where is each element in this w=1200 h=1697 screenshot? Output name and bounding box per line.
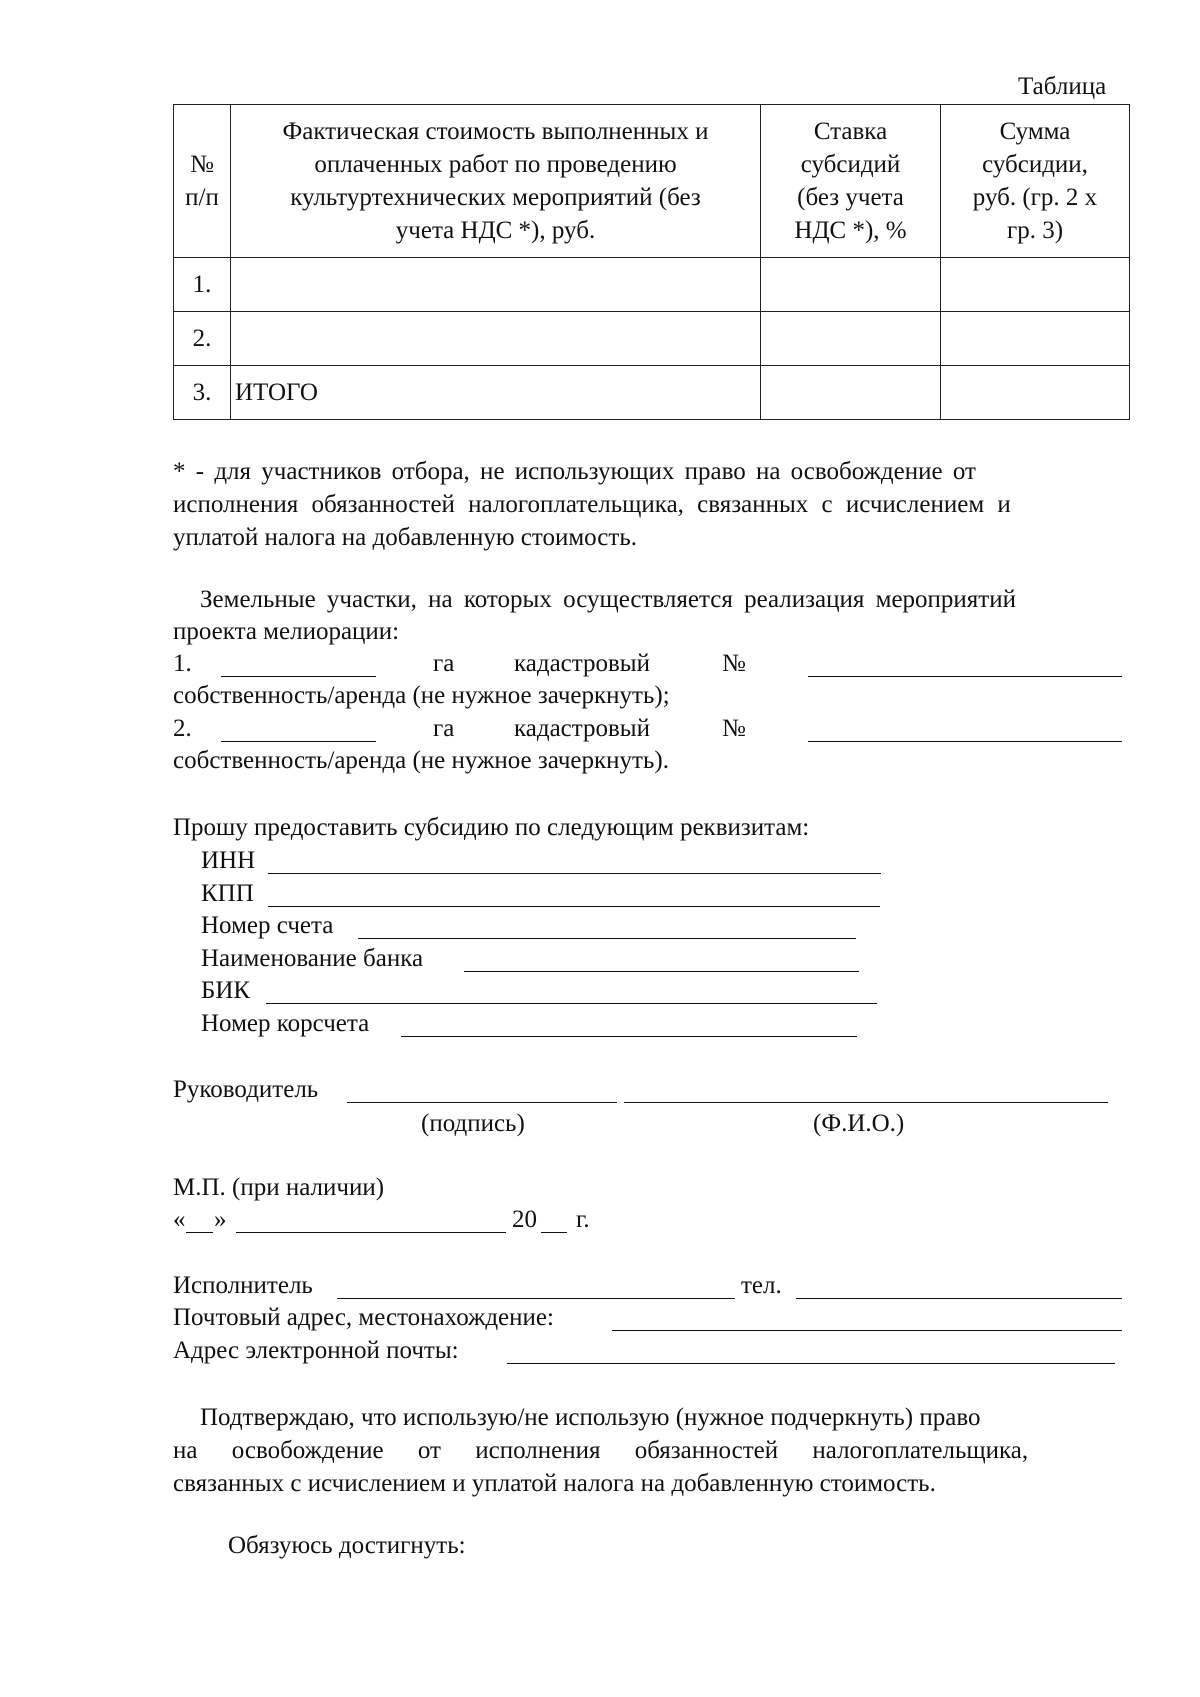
table-row — [174, 312, 1130, 366]
date-close-quote: » — [214, 1206, 227, 1233]
land-intro-line: проекта мелиорации: — [173, 618, 400, 645]
number-sign: № — [722, 715, 746, 742]
cadastral-number-field[interactable] — [808, 741, 1122, 742]
header-cost-line: учета НДС *), руб. — [395, 217, 596, 244]
bank-name-field[interactable] — [464, 971, 859, 972]
kpp-label: КПП — [201, 880, 254, 907]
land-item-label: кадастровый — [514, 650, 650, 677]
footnote-line — [173, 488, 1122, 521]
row-total-label: ИТОГО — [231, 366, 761, 420]
row-sum-cell[interactable] — [941, 366, 1130, 420]
confirmation-text: на освобождение от исполнения обязанностей налогоплательщика, — [173, 1437, 1029, 1464]
land-item-unit: га — [433, 650, 455, 677]
header-sum — [941, 105, 1130, 258]
confirmation-line — [173, 1467, 1122, 1500]
land-item-ownership: собственность/аренда (не нужное зачеркнуть). — [173, 747, 669, 774]
row-rate-cell[interactable] — [761, 366, 941, 420]
date-day-field[interactable] — [186, 1232, 213, 1233]
header-num — [174, 105, 231, 258]
header-sum-line: гр. 3) — [1006, 217, 1064, 244]
kpp-field[interactable] — [268, 906, 880, 907]
row-num: 3. — [174, 366, 231, 420]
row-num: 2. — [174, 312, 231, 366]
header-cost-line: оплаченных работ по проведению — [314, 151, 677, 178]
confirmation-text: Подтверждаю, что использую/не использую (нужное подчеркнуть) право — [200, 1404, 981, 1431]
subsidy-table — [173, 104, 1130, 420]
date-month-field[interactable] — [236, 1232, 506, 1233]
signature-caption: (подпись) — [421, 1110, 525, 1137]
land-intro-line: Земельные участки, на которых осуществляется реализация мероприятий — [200, 586, 1016, 613]
header-rate-line: субсидий — [800, 151, 901, 178]
header-rate-line: НДС *), % — [794, 217, 907, 244]
footnote-text: * - для участников отбора, не использующих право на освобождение от — [173, 458, 976, 485]
header-rate — [761, 105, 941, 258]
cadastral-number-field[interactable] — [808, 676, 1122, 677]
phone-field[interactable] — [796, 1298, 1122, 1299]
number-sign: № — [722, 650, 746, 677]
inn-label: ИНН — [201, 847, 256, 874]
table-row-total — [174, 366, 1130, 420]
postal-address-label: Почтовый адрес, местонахождение: — [173, 1304, 554, 1331]
table-caption: Таблица — [1018, 73, 1107, 100]
bank-name-label: Наименование банка — [201, 945, 424, 972]
row-cost-cell[interactable] — [231, 312, 761, 366]
land-item-num: 2. — [173, 715, 192, 742]
account-label: Номер счета — [201, 912, 334, 939]
row-num: 1. — [174, 258, 231, 312]
header-sum-line: Сумма — [999, 118, 1071, 145]
land-item-num: 1. — [173, 650, 192, 677]
header-sum-line: руб. (гр. 2 х — [972, 184, 1098, 211]
area-field[interactable] — [221, 676, 376, 677]
postal-address-field[interactable] — [612, 1330, 1122, 1331]
footnote-line — [173, 521, 1122, 554]
confirmation-paragraph — [173, 1401, 1122, 1500]
email-label: Адрес электронной почты: — [173, 1337, 459, 1364]
header-sum-line: субсидии, — [982, 151, 1088, 178]
corr-account-label: Номер корсчета — [201, 1010, 370, 1037]
footnote-line — [173, 455, 1122, 488]
executor-field[interactable] — [337, 1298, 735, 1299]
land-item-label: кадастровый — [514, 715, 650, 742]
phone-label: тел. — [741, 1272, 782, 1299]
header-cost-line: культуртехнических мероприятий (без — [290, 184, 701, 211]
land-item-ownership: собственность/аренда (не нужное зачеркнуть); — [173, 682, 670, 709]
bik-field[interactable] — [266, 1003, 877, 1004]
account-field[interactable] — [358, 938, 856, 939]
row-rate-cell[interactable] — [761, 258, 941, 312]
area-field[interactable] — [221, 741, 376, 742]
signature-field[interactable] — [347, 1102, 617, 1103]
table-header-row — [174, 105, 1130, 258]
confirmation-text: связанных с исчислением и уплатой налога на добавленную стоимость. — [173, 1470, 936, 1497]
header-num-line: № — [190, 151, 214, 178]
table-row — [174, 258, 1130, 312]
row-sum-cell[interactable] — [941, 312, 1130, 366]
land-item-unit: га — [433, 715, 455, 742]
commitment-label: Обязуюсь достигнуть: — [228, 1532, 466, 1559]
stamp-label: М.П. (при наличии) — [173, 1174, 385, 1201]
year-suffix: г. — [576, 1206, 590, 1233]
bik-label: БИК — [201, 977, 251, 1004]
requisites-intro: Прошу предоставить субсидию по следующим реквизитам: — [173, 814, 810, 841]
date-open-quote: « — [173, 1206, 186, 1233]
header-rate-line: (без учета — [797, 184, 904, 211]
footnote-text: исполнения обязанностей налогоплательщика, связанных с исчислением и — [173, 491, 1011, 518]
footnote-text: уплатой налога на добавленную стоимость. — [173, 524, 637, 551]
row-cost-cell[interactable] — [231, 258, 761, 312]
email-field[interactable] — [507, 1363, 1115, 1364]
full-name-caption: (Ф.И.О.) — [813, 1110, 905, 1137]
header-cost-line: Фактическая стоимость выполненных и — [282, 118, 709, 145]
inn-field[interactable] — [268, 873, 881, 874]
date-year-field[interactable] — [541, 1232, 567, 1233]
header-num-line: п/п — [185, 184, 219, 211]
row-sum-cell[interactable] — [941, 258, 1130, 312]
header-cost — [231, 105, 761, 258]
corr-account-field[interactable] — [401, 1036, 857, 1037]
executor-label: Исполнитель — [173, 1272, 313, 1299]
row-rate-cell[interactable] — [761, 312, 941, 366]
full-name-field[interactable] — [624, 1102, 1108, 1103]
confirmation-line — [173, 1434, 1122, 1467]
head-label: Руководитель — [173, 1076, 319, 1103]
footnote — [173, 455, 1122, 554]
year-prefix: 20 — [512, 1206, 537, 1233]
confirmation-line — [173, 1401, 1122, 1434]
header-rate-line: Ставка — [813, 118, 888, 145]
